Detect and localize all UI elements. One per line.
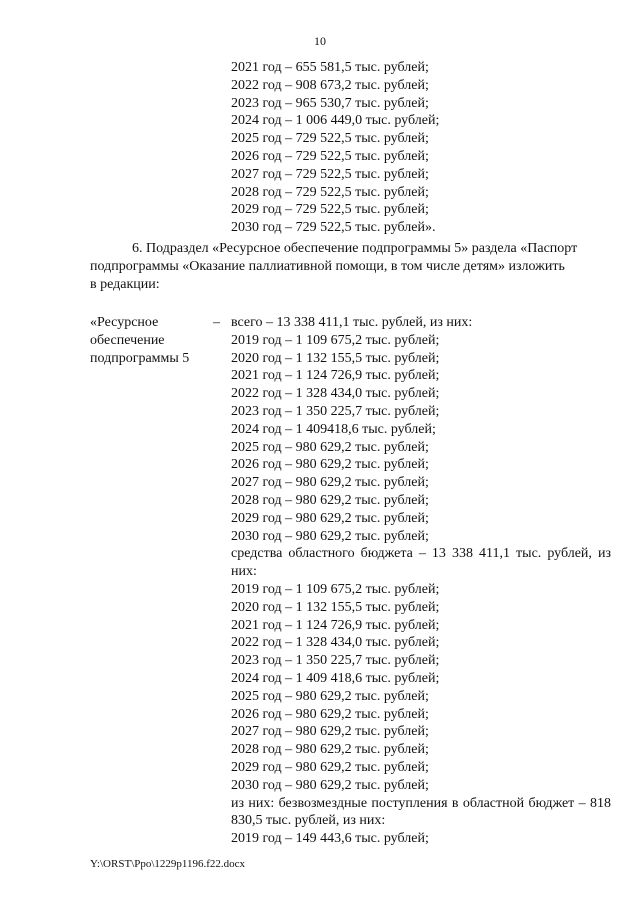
list-item: 2024 год – 1 409418,6 тыс. рублей; [231,421,436,437]
section-label-line: «Ресурсное [90,315,159,330]
label-dash: – [213,315,220,330]
amendment-paragraph [90,240,610,293]
list-item: 2025 год – 980 629,2 тыс. рублей; [231,439,429,455]
page-number: 10 [314,34,326,48]
list-item: 2019 год – 1 109 675,2 тыс. рублей; [231,581,440,597]
list-item: 2027 год – 729 522,5 тыс. рублей; [231,166,429,182]
list-item: 2023 год – 1 350 225,7 тыс. рублей; [231,653,440,669]
list-item: 2026 год – 980 629,2 тыс. рублей; [231,457,429,473]
list-item: 2025 год – 729 522,5 тыс. рублей; [231,131,429,147]
section-label-line: обеспечение [90,332,165,348]
list-item: 2026 год – 729 522,5 тыс. рублей; [231,148,429,164]
paragraph-line: в редакции: [90,276,160,292]
list-item: 2029 год – 980 629,2 тыс. рублей; [231,510,429,526]
list-item: 2027 год – 980 629,2 тыс. рублей; [231,475,429,491]
section-label-line: подпрограммы 5 [90,350,190,366]
top-year-list [231,59,439,237]
paragraph-line: подпрограммы «Оказание паллиативной помощи, в том числе детям» изложить [90,258,565,274]
regional-budget-heading: средства областного бюджета – 13 338 411,1 тыс. рублей, из них: [231,546,611,580]
total-line: всего – 13 338 411,1 тыс. рублей, из них: [231,315,473,330]
list-item: 2022 год – 908 673,2 тыс. рублей; [231,77,429,93]
list-item: 2030 год – 980 629,2 тыс. рублей; [231,528,429,544]
list-item: 2025 год – 980 629,2 тыс. рублей; [231,688,429,704]
list-item: 2028 год – 980 629,2 тыс. рублей; [231,492,429,508]
list-item: 2021 год – 1 124 726,9 тыс. рублей; [231,368,440,384]
list-item: 2021 год – 655 581,5 тыс. рублей; [231,60,429,75]
list-item: 2023 год – 965 530,7 тыс. рублей; [231,95,429,111]
list-item: 2024 год – 1 409 418,6 тыс. рублей; [231,670,440,686]
list-item: 2020 год – 1 132 155,5 тыс. рублей; [231,599,440,615]
file-path-footer: Y:\ORST\Ppo\1229p1196.f22.docx [90,858,246,870]
list-item: 2029 год – 980 629,2 тыс. рублей; [231,759,429,775]
list-item: 2019 год – 149 443,6 тыс. рублей; [231,831,429,847]
list-item: 2021 год – 1 124 726,9 тыс. рублей; [231,617,440,633]
list-item: 2028 год – 980 629,2 тыс. рублей; [231,742,429,758]
list-item: 2022 год – 1 328 434,0 тыс. рублей; [231,635,440,651]
list-item: 2028 год – 729 522,5 тыс. рублей; [231,184,429,200]
list-item: 2027 год – 980 629,2 тыс. рублей; [231,724,429,740]
section-label [90,314,208,367]
paragraph-line: 6. Подраздел «Ресурсное обеспечение подпрограммы 5» раздела «Паспорт [132,241,578,256]
list-item: 2019 год – 1 109 675,2 тыс. рублей; [231,332,440,348]
list-item: 2030 год – 980 629,2 тыс. рублей; [231,777,429,793]
list-item: 2022 год – 1 328 434,0 тыс. рублей; [231,386,440,402]
list-item: 2024 год – 1 006 449,0 тыс. рублей; [231,113,440,129]
funding-details [231,314,611,848]
list-item: 2029 год – 729 522,5 тыс. рублей; [231,202,429,218]
list-item: 2026 год – 980 629,2 тыс. рублей; [231,706,429,722]
list-item: 2030 год – 729 522,5 тыс. рублей». [231,220,436,236]
list-item: 2020 год – 1 132 155,5 тыс. рублей; [231,350,440,366]
list-item: 2023 год – 1 350 225,7 тыс. рублей; [231,403,440,419]
grants-heading: из них: безвозмездные поступления в областной бюджет – 818 830,5 тыс. рублей, из них: [231,795,611,829]
